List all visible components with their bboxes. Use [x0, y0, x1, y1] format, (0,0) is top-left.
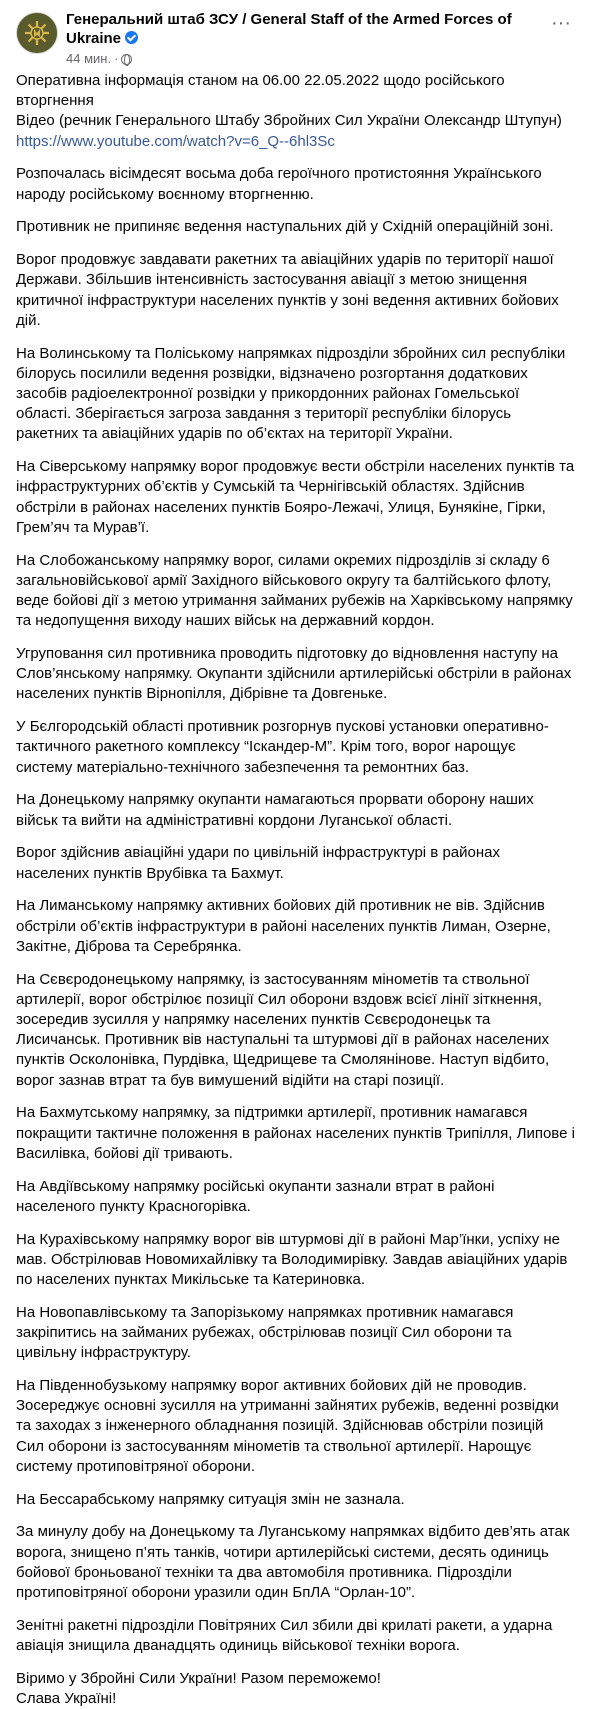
post-paragraph: За минулу добу на Донецькому та Луганському напрямках відбито дев’ять атак ворога, знищено п’ять танків, чотири артилерійські системи, десять одиниць бойової броньованої техніки та два автомобіля противника. Підрозділи протиповітряної оборони уразили один БпЛА “Орлан-10”. [16, 1523, 570, 1602]
globe-icon[interactable] [121, 54, 132, 65]
post-paragraph: На Сіверському напрямку ворог продовжує вести обстріли населених пунктів та інфраструктурних об’єктів у Сумській та Чернігівській областях. Здійснив обстріли в районах населених пунктів Бояро-Лежачі, Улиця, Бунякіне, Гірки, Грем’яч та Мурав’ї. [16, 458, 575, 536]
post-meta [66, 51, 536, 67]
page-name-link[interactable] [66, 10, 536, 48]
intro-block [16, 71, 575, 152]
post-paragraph: На Авдіївському напрямку російські окупанти зазнали втрат в районі населеного пункту Красногорівка. [16, 1177, 495, 1215]
post-paragraph: Угруповання сил противника проводить підготовку до відновлення наступу на Слов’янському напрямку. Окупанти здійснили артилерійські обстріли в районах населених пунктів Вірнопілля, Дібрівне та Довгеньке. [16, 645, 572, 703]
page-avatar[interactable] [16, 12, 58, 54]
meta-separator: · [114, 51, 119, 66]
intro-line-1: Оперативна інформація станом на 06.00 22.05.2022 щодо російського вторгнення [16, 72, 505, 110]
more-options-button[interactable]: ··· [551, 12, 571, 34]
post-paragraph: У Бєлгородській області противник розгорнув пускові установки оперативно-тактичного ракетного комплексу “Іскандер-М”. Крім того, ворог нарощує систему матеріально-технічного забезпечення та ремонтних баз. [16, 718, 549, 776]
closing-block [16, 1669, 575, 1709]
post-paragraph: На Бессарабському напрямку ситуація змін не зазнала. [16, 1490, 405, 1508]
closing-line-1: Віримо у Збройні Сили України! Разом переможемо! [16, 1669, 381, 1687]
post-paragraph: На Волинському та Поліському напрямках підрозділи збройних сил республіки білорусь посилили ведення розвідки, відзначено розгортання додаткових засобів радіоелектронної розвідки у прикордонних районах Гомельської області. Зберігається загроза завдання з території республіки білорусь ракетних та авіаційних ударів по об’єктах на території України. [16, 344, 566, 443]
verified-badge-icon [125, 31, 138, 44]
closing-line-2: Слава Україні! [16, 1690, 117, 1708]
post-paragraph: На Південнобузькому напрямку ворог активних бойових дій не проводив. Зосереджує основні зусилля на утриманні зайнятих рубежів, веденні розвідки та заходах з інженерного обладнання позицій. Здійснював обстріли позицій Сил оборони із застосуванням мінометів та ствольної артилерії. Нарощує систему протиповітряної оборони. [16, 1377, 559, 1475]
post-paragraph: Ворог здійснив авіаційні удари по цивільній інфраструктурі в районах населених пунктів Врубівка та Бахмут. [16, 844, 500, 882]
youtube-link[interactable]: https://www.youtube.com/watch?v=6_Q--6hl3Sc [16, 132, 335, 150]
emblem-icon [17, 13, 57, 53]
post-paragraph: Ворог продовжує завдавати ракетних та авіаційних ударів по території нашої Держави. Збільшив інтенсивність застосування авіації з метою знищення критичної інфраструктури населених пунктів у зоні ведення активних бойових дій. [16, 251, 559, 329]
post-paragraph: На Новопавлівському та Запорізькому напрямках противник намагався закріпитись на займаних рубежах, обстрілював позиції Сил оборони та цивільну інфраструктуру. [16, 1303, 514, 1362]
post-body [0, 71, 591, 1709]
paragraphs [16, 164, 575, 1656]
post-paragraph: На Слобожанському напрямку ворог, силами окремих підрозділів зі складу 6 загальновійськової армії Західного військового округу та балтійського флоту, веде бойові дії з метою утримання займаних рубежів на Харківському напрямку та недопущення виходу наших військ на державний кордон. [16, 551, 573, 630]
page-name[interactable]: Генеральний штаб ЗСУ / General Staff of the Armed Forces of Ukraine [66, 11, 512, 47]
post-paragraph: На Лиманському напрямку активних бойових дій противник не вів. Здійснив обстріли об’єктів інфраструктури в районі населених пунктів Лиман, Озерне, Закітне, Діброва та Серебрянка. [16, 897, 551, 955]
post-header [0, 0, 591, 72]
post-time-link[interactable]: 44 мин. [66, 51, 112, 66]
post-paragraph: На Курахівському напрямку ворог вів штурмові дії в районі Мар’їнки, успіху не мав. Обстрілював Новомихайлівку та Володимирівку. Завдав авіаційних ударів по населених пунктах Микільське та Катериновка. [16, 1230, 568, 1289]
post-paragraph: Зенітні ракетні підрозділи Повітряних Сил збили дві крилаті ракети, а ударна авіація знищила дванадцять одиниць військової техніки ворога. [16, 1616, 553, 1655]
post-paragraph: Розпочалась вісімдесят восьма доба героїчного протистояння Українського народу російському воєнному вторгненню. [16, 165, 542, 203]
post-paragraph: На Бахмутському напрямку, за підтримки артилерії, противник намагався покращити тактичне положення в районах населених пунктів Трипілля, Липове і Василівка, бойові дії тривають. [16, 1104, 575, 1162]
post-paragraph: На Сєвєродонецькому напрямку, із застосуванням мінометів та ствольної артилерії, ворог обстрілює позиції Сил оборони вздовж всієї лінії зіткнення, зосередив зусилля у напрямку населених пунктів Сєвєродонецьк та Лисичанськ. Противник вів наступальні та штурмові дії в районах населених пунктів Осколонівка, Пурдівка, Щедрищеве та Смолянінове. Наступ відбито, ворог зазнав втрат та був вимушений відійти на старі позиції. [16, 970, 550, 1089]
post-title-block [66, 10, 536, 67]
post-paragraph: Противник не припиняє ведення наступальних дій у Східній операційній зоні. [16, 218, 554, 236]
intro-line-2: Відео (речник Генерального Штабу Збройних Сил України Олександр Штупун) [16, 112, 562, 130]
post-paragraph: На Донецькому напрямку окупанти намагаються прорвати оборону наших військ та вийти на адміністративні кордони Луганської області. [16, 791, 534, 829]
